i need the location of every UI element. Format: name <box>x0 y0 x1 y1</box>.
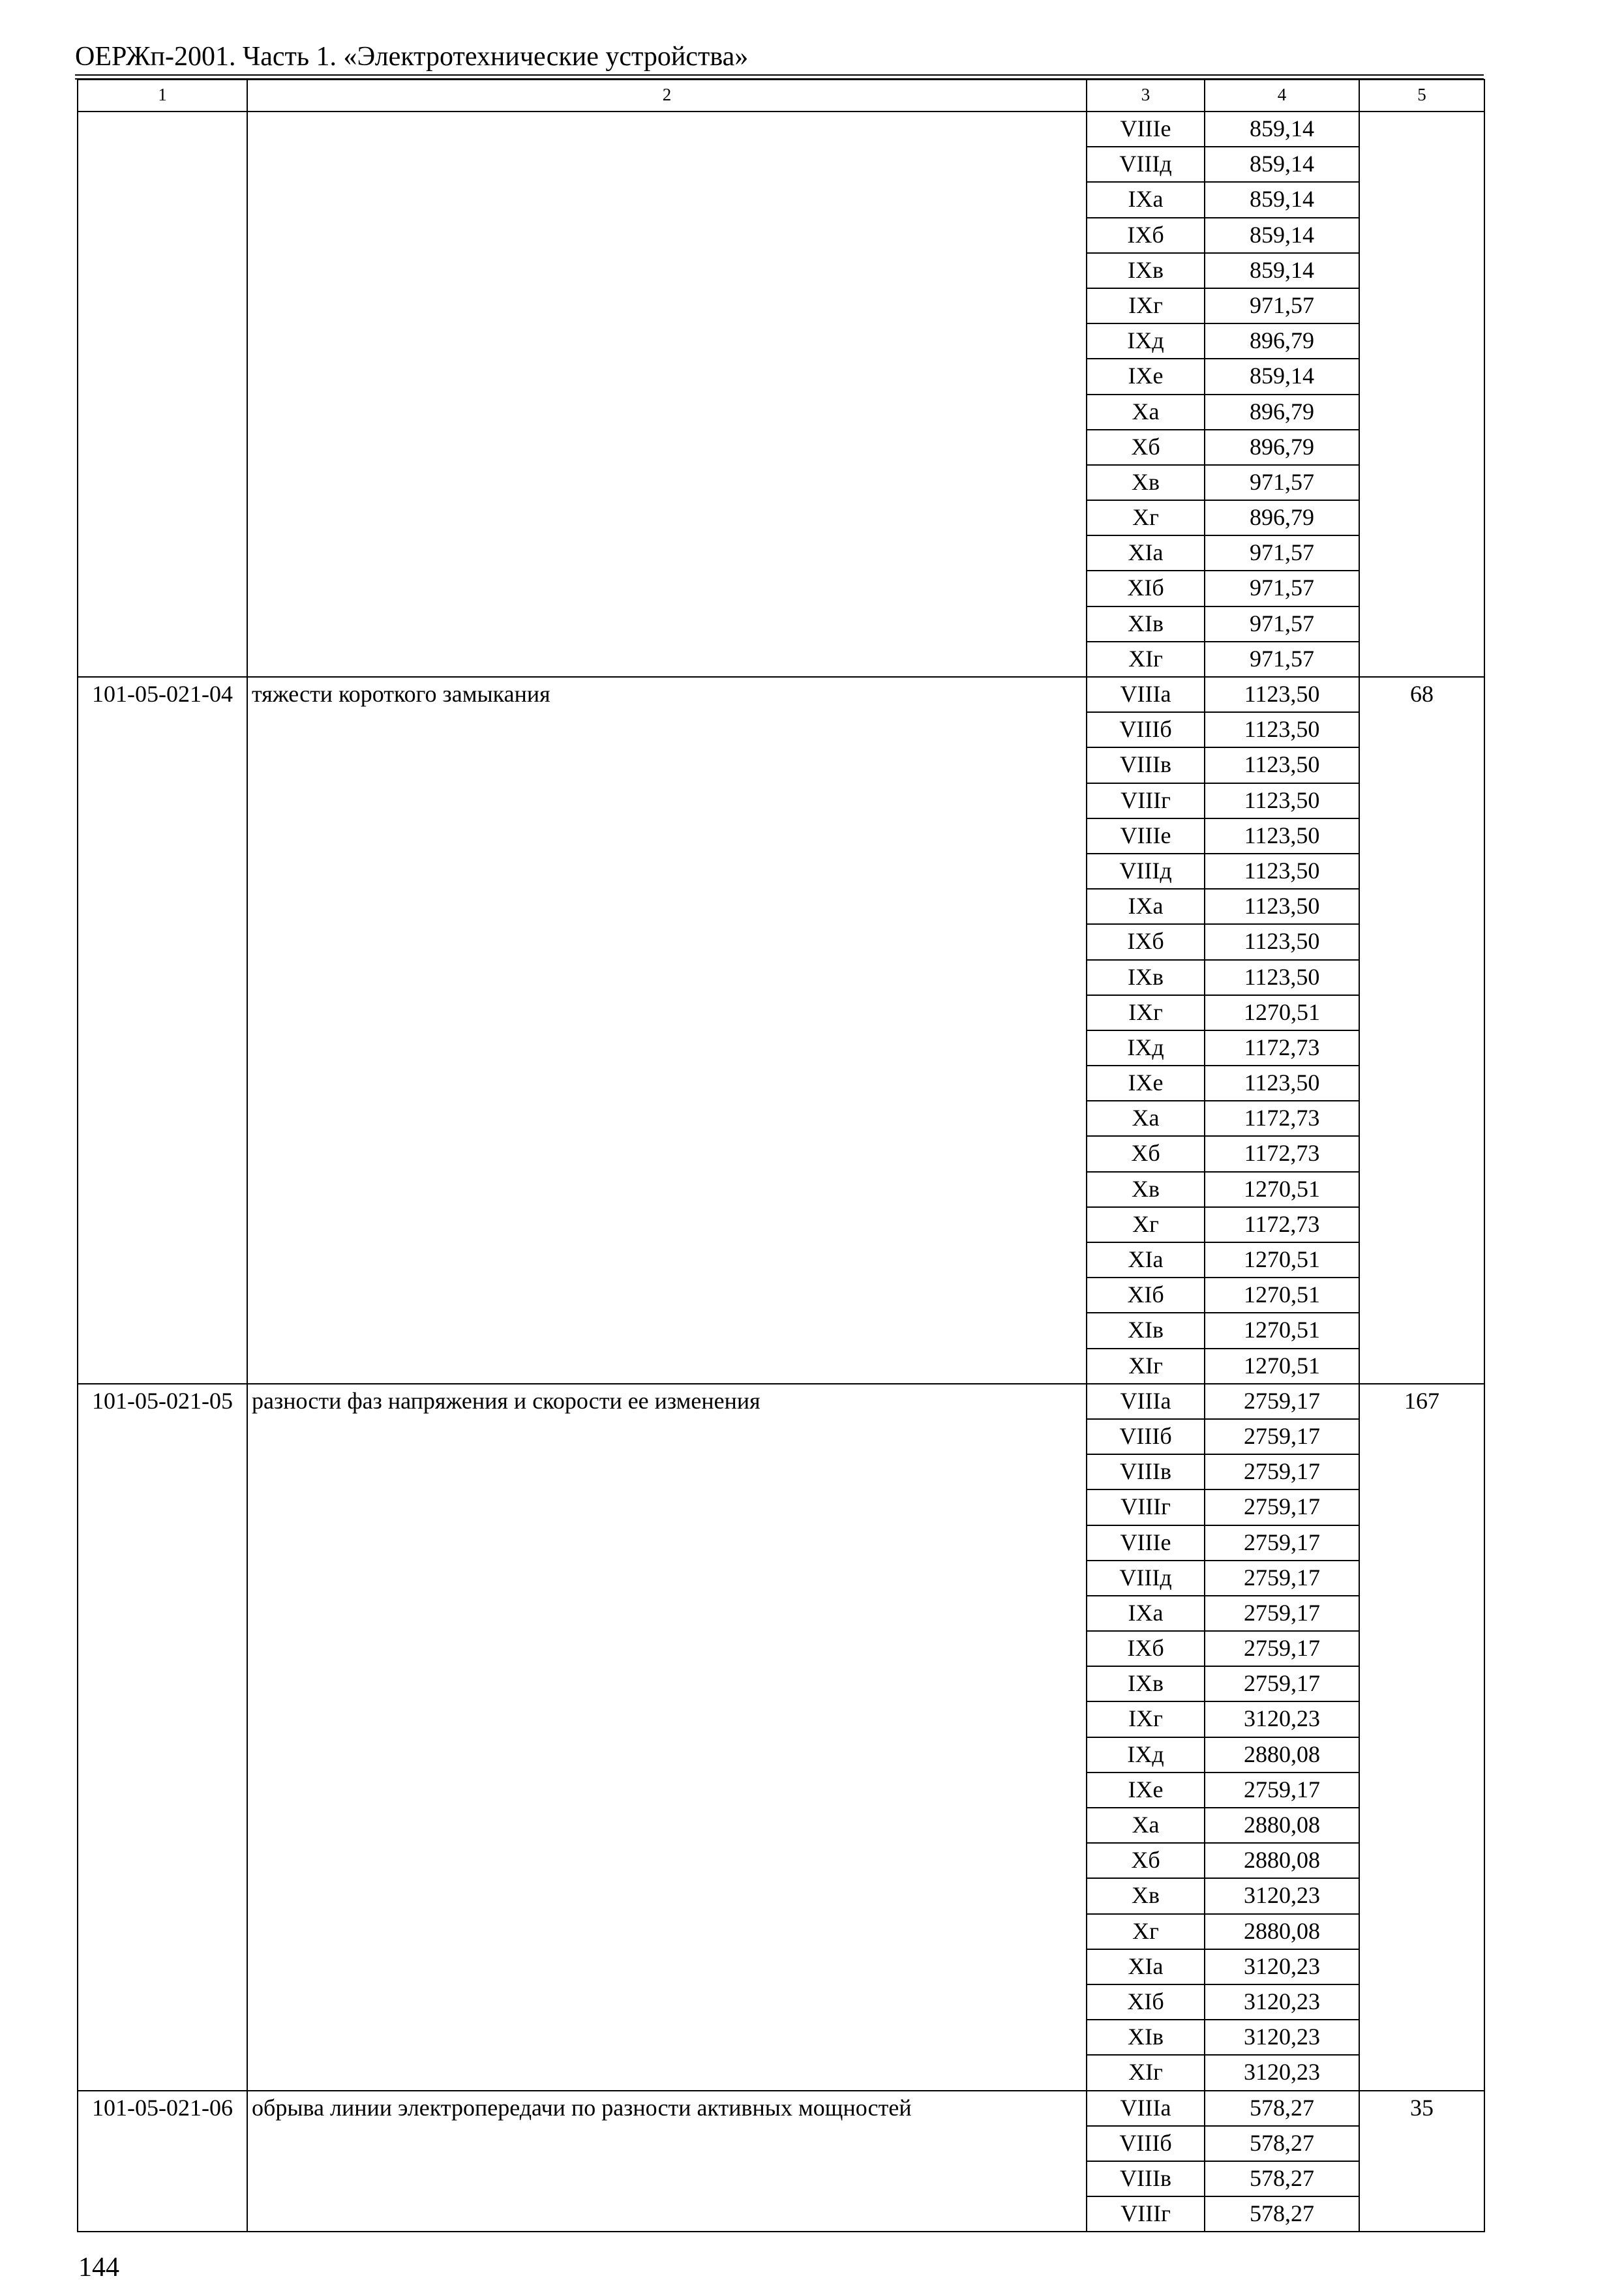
description-cell <box>247 112 1087 677</box>
price-cell: 578,27 <box>1205 2091 1359 2126</box>
zone-cell: IXб <box>1087 1631 1205 1666</box>
page-number: 144 <box>78 2252 119 2282</box>
price-cell: 971,57 <box>1205 465 1359 500</box>
column-header: 4 <box>1205 80 1359 112</box>
price-cell: 859,14 <box>1205 218 1359 253</box>
zone-cell: VIIIг <box>1087 2196 1205 2232</box>
price-cell: 1270,51 <box>1205 1349 1359 1384</box>
price-cell: 896,79 <box>1205 395 1359 430</box>
zone-cell: IXе <box>1087 359 1205 394</box>
price-cell: 971,57 <box>1205 288 1359 323</box>
price-cell: 971,57 <box>1205 571 1359 606</box>
price-cell: 859,14 <box>1205 253 1359 288</box>
zone-cell: VIIIе <box>1087 818 1205 854</box>
zone-cell: Xв <box>1087 1878 1205 1913</box>
zone-cell: Xб <box>1087 430 1205 465</box>
zone-cell: IXг <box>1087 1701 1205 1737</box>
price-cell: 578,27 <box>1205 2126 1359 2161</box>
zone-cell: VIIIв <box>1087 2161 1205 2196</box>
zone-cell: VIIIб <box>1087 712 1205 747</box>
price-cell: 1123,50 <box>1205 924 1359 959</box>
zone-cell: XIг <box>1087 642 1205 677</box>
price-cell: 1123,50 <box>1205 783 1359 818</box>
price-cell: 3120,23 <box>1205 1701 1359 1737</box>
price-cell: 896,79 <box>1205 430 1359 465</box>
description-cell: тяжести короткого замыкания <box>247 677 1087 1384</box>
zone-cell: Xа <box>1087 395 1205 430</box>
price-cell: 1270,51 <box>1205 1242 1359 1278</box>
price-cell: 2880,08 <box>1205 1808 1359 1843</box>
price-cell: 1123,50 <box>1205 677 1359 712</box>
price-cell: 971,57 <box>1205 535 1359 571</box>
price-cell: 2880,08 <box>1205 1737 1359 1773</box>
table-header-row <box>78 80 1484 112</box>
rates-table <box>77 79 1485 2232</box>
price-cell: 859,14 <box>1205 182 1359 217</box>
price-cell: 1123,50 <box>1205 712 1359 747</box>
col5-cell: 167 <box>1359 1384 1484 2091</box>
price-cell: 1123,50 <box>1205 960 1359 995</box>
zone-cell: VIIIв <box>1087 1454 1205 1489</box>
price-cell: 2759,17 <box>1205 1489 1359 1525</box>
column-header: 3 <box>1087 80 1205 112</box>
zone-cell: Xг <box>1087 500 1205 535</box>
zone-cell: VIIIд <box>1087 147 1205 182</box>
price-cell: 1172,73 <box>1205 1136 1359 1171</box>
zone-cell: XIг <box>1087 2055 1205 2090</box>
zone-cell: IXд <box>1087 1030 1205 1066</box>
zone-cell: Xв <box>1087 1172 1205 1207</box>
zone-cell: VIIIд <box>1087 854 1205 889</box>
zone-cell: XIв <box>1087 1313 1205 1348</box>
price-cell: 859,14 <box>1205 112 1359 147</box>
zone-cell: IXв <box>1087 253 1205 288</box>
price-cell: 2759,17 <box>1205 1631 1359 1666</box>
zone-cell: IXв <box>1087 1666 1205 1701</box>
price-cell: 1172,73 <box>1205 1207 1359 1242</box>
price-cell: 1123,50 <box>1205 889 1359 924</box>
zone-cell: XIб <box>1087 1984 1205 2020</box>
zone-cell: XIа <box>1087 535 1205 571</box>
code-cell <box>78 112 247 677</box>
table-row <box>78 2091 1484 2126</box>
price-cell: 2759,17 <box>1205 1596 1359 1631</box>
code-cell: 101-05-021-06 <box>78 2091 247 2232</box>
price-cell: 3120,23 <box>1205 1878 1359 1913</box>
price-cell: 3120,23 <box>1205 2055 1359 2090</box>
price-cell: 2759,17 <box>1205 1666 1359 1701</box>
zone-cell: IXг <box>1087 995 1205 1030</box>
price-cell: 859,14 <box>1205 147 1359 182</box>
price-cell: 1270,51 <box>1205 995 1359 1030</box>
price-cell: 2759,17 <box>1205 1561 1359 1596</box>
zone-cell: VIIIа <box>1087 2091 1205 2126</box>
price-cell: 2759,17 <box>1205 1773 1359 1808</box>
zone-cell: Xг <box>1087 1914 1205 1949</box>
zone-cell: VIIIг <box>1087 1489 1205 1525</box>
price-cell: 1270,51 <box>1205 1278 1359 1313</box>
zone-cell: XIв <box>1087 606 1205 642</box>
price-cell: 859,14 <box>1205 359 1359 394</box>
zone-cell: IXг <box>1087 288 1205 323</box>
price-cell: 1123,50 <box>1205 818 1359 854</box>
price-cell: 1123,50 <box>1205 854 1359 889</box>
price-cell: 3120,23 <box>1205 2020 1359 2055</box>
zone-cell: IXд <box>1087 323 1205 359</box>
price-cell: 3120,23 <box>1205 1984 1359 2020</box>
zone-cell: IXе <box>1087 1773 1205 1808</box>
table-row <box>78 1384 1484 1419</box>
column-header: 1 <box>78 80 247 112</box>
zone-cell: Xа <box>1087 1101 1205 1136</box>
zone-cell: IXв <box>1087 960 1205 995</box>
zone-cell: XIб <box>1087 571 1205 606</box>
zone-cell: IXб <box>1087 218 1205 253</box>
price-cell: 896,79 <box>1205 323 1359 359</box>
zone-cell: XIа <box>1087 1949 1205 1984</box>
zone-cell: Xб <box>1087 1136 1205 1171</box>
zone-cell: VIIIа <box>1087 1384 1205 1419</box>
price-cell: 2880,08 <box>1205 1843 1359 1878</box>
zone-cell: VIIIб <box>1087 2126 1205 2161</box>
price-cell: 578,27 <box>1205 2196 1359 2232</box>
header-rule <box>75 74 1484 76</box>
zone-cell: Xб <box>1087 1843 1205 1878</box>
zone-cell: XIа <box>1087 1242 1205 1278</box>
zone-cell: Xа <box>1087 1808 1205 1843</box>
zone-cell: VIIIд <box>1087 1561 1205 1596</box>
price-cell: 1270,51 <box>1205 1313 1359 1348</box>
page-header: ОЕРЖп-2001. Часть 1. «Электротехнические устройства» <box>75 42 749 72</box>
description-cell: обрыва линии электропередачи по разности активных мощностей <box>247 2091 1087 2232</box>
column-header: 5 <box>1359 80 1484 112</box>
col5-cell <box>1359 112 1484 677</box>
price-cell: 971,57 <box>1205 642 1359 677</box>
zone-cell: XIб <box>1087 1278 1205 1313</box>
price-cell: 1123,50 <box>1205 747 1359 783</box>
zone-cell: VIIIа <box>1087 677 1205 712</box>
description-cell: разности фаз напряжения и скорости ее изменения <box>247 1384 1087 2091</box>
price-cell: 1172,73 <box>1205 1101 1359 1136</box>
zone-cell: XIв <box>1087 2020 1205 2055</box>
price-cell: 2759,17 <box>1205 1419 1359 1454</box>
table-row <box>78 677 1484 712</box>
zone-cell: IXа <box>1087 889 1205 924</box>
col5-cell: 68 <box>1359 677 1484 1384</box>
col5-cell: 35 <box>1359 2091 1484 2232</box>
table-row <box>78 112 1484 147</box>
price-cell: 578,27 <box>1205 2161 1359 2196</box>
zone-cell: VIIIв <box>1087 747 1205 783</box>
price-cell: 2759,17 <box>1205 1525 1359 1561</box>
price-cell: 1123,50 <box>1205 1066 1359 1101</box>
zone-cell: IXд <box>1087 1737 1205 1773</box>
zone-cell: IXа <box>1087 1596 1205 1631</box>
price-cell: 896,79 <box>1205 500 1359 535</box>
zone-cell: IXб <box>1087 924 1205 959</box>
price-cell: 1270,51 <box>1205 1172 1359 1207</box>
price-cell: 2880,08 <box>1205 1914 1359 1949</box>
price-cell: 971,57 <box>1205 606 1359 642</box>
column-header: 2 <box>247 80 1087 112</box>
price-cell: 1172,73 <box>1205 1030 1359 1066</box>
price-cell: 2759,17 <box>1205 1454 1359 1489</box>
zone-cell: IXа <box>1087 182 1205 217</box>
code-cell: 101-05-021-05 <box>78 1384 247 2091</box>
zone-cell: IXе <box>1087 1066 1205 1101</box>
zone-cell: Xг <box>1087 1207 1205 1242</box>
zone-cell: VIIIг <box>1087 783 1205 818</box>
zone-cell: VIIIб <box>1087 1419 1205 1454</box>
zone-cell: XIг <box>1087 1349 1205 1384</box>
code-cell: 101-05-021-04 <box>78 677 247 1384</box>
zone-cell: VIIIе <box>1087 1525 1205 1561</box>
price-cell: 2759,17 <box>1205 1384 1359 1419</box>
price-cell: 3120,23 <box>1205 1949 1359 1984</box>
zone-cell: VIIIе <box>1087 112 1205 147</box>
zone-cell: Xв <box>1087 465 1205 500</box>
